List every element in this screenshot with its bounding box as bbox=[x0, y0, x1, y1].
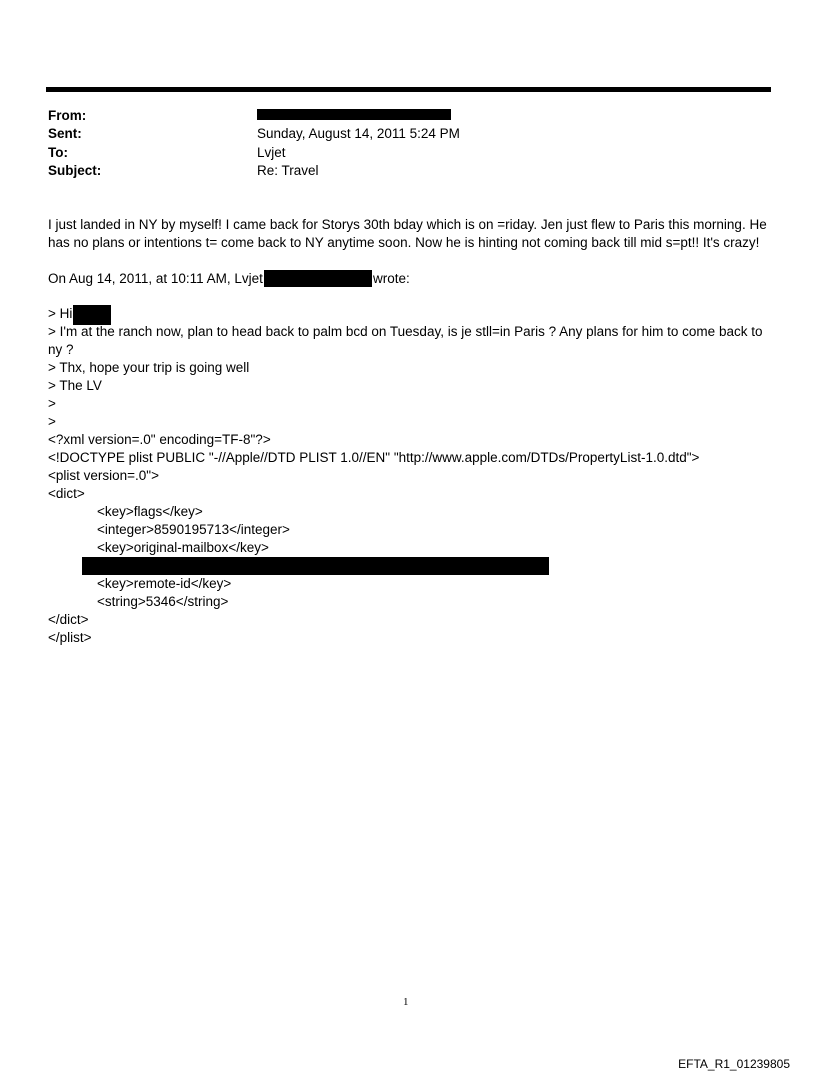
quote-intro-suffix: wrote: bbox=[373, 271, 410, 286]
plist-line: <key>original-mailbox</key> bbox=[97, 540, 269, 555]
plist-line: <key>remote-id</key> bbox=[97, 576, 232, 591]
from-redaction bbox=[257, 109, 451, 120]
plist-line: <key>flags</key> bbox=[97, 504, 203, 519]
quote-intro bbox=[48, 270, 263, 288]
sent-value: Sunday, August 14, 2011 5:24 PM bbox=[257, 126, 460, 141]
message-body: I just landed in NY by myself! I came back for Storys 30th bday which is on =riday. Jen just flew to Paris this morning. He has no plans or intentions t= come back to NY anytime soon. Now he is hinting not coming back till mid s=pt!! It's crazy! bbox=[48, 217, 767, 250]
plist-line: </dict> bbox=[48, 612, 89, 627]
plist-line: </plist> bbox=[48, 630, 92, 645]
quoted-line: > bbox=[48, 396, 56, 411]
page-number: 1 bbox=[403, 996, 409, 1008]
from-label: From: bbox=[48, 108, 87, 123]
plist-line: <!DOCTYPE plist PUBLIC "-//Apple//DTD PLIST 1.0//EN" "http://www.apple.com/DTDs/PropertyList-1.0.dtd"> bbox=[48, 450, 700, 465]
quoted-line: ny ? bbox=[48, 342, 74, 357]
quoted-line: > The LV bbox=[48, 378, 102, 393]
mailbox-redaction bbox=[82, 557, 549, 575]
plist-line: <plist version=.0"> bbox=[48, 468, 159, 483]
sent-label: Sent: bbox=[48, 126, 82, 141]
plist-line: <?xml version=.0" encoding=TF-8"?> bbox=[48, 432, 271, 447]
header-rule bbox=[46, 87, 771, 92]
greeting-name-redaction bbox=[73, 305, 111, 325]
plist-line: <string>5346</string> bbox=[97, 594, 229, 609]
sender-redaction bbox=[264, 270, 372, 287]
subject-label: Subject: bbox=[48, 163, 102, 178]
quoted-line: > Thx, hope your trip is going well bbox=[48, 360, 250, 375]
quoted-line: > bbox=[48, 414, 56, 429]
subject-value: Re: Travel bbox=[257, 163, 319, 178]
quoted-line: > I'm at the ranch now, plan to head back to palm bcd on Tuesday, is je stll=in Paris ? Any plans for him to come back to bbox=[48, 324, 763, 339]
quote-intro-prefix: On Aug 14, 2011, at 10:11 AM, Lvjet bbox=[48, 271, 263, 286]
plist-line: <integer>8590195713</integer> bbox=[97, 522, 290, 537]
plist-line: <dict> bbox=[48, 486, 85, 501]
document-id: EFTA_R1_01239805 bbox=[678, 1057, 790, 1071]
quoted-greeting: > Hi bbox=[48, 306, 73, 321]
to-label: To: bbox=[48, 145, 68, 160]
to-value: Lvjet bbox=[257, 145, 286, 160]
